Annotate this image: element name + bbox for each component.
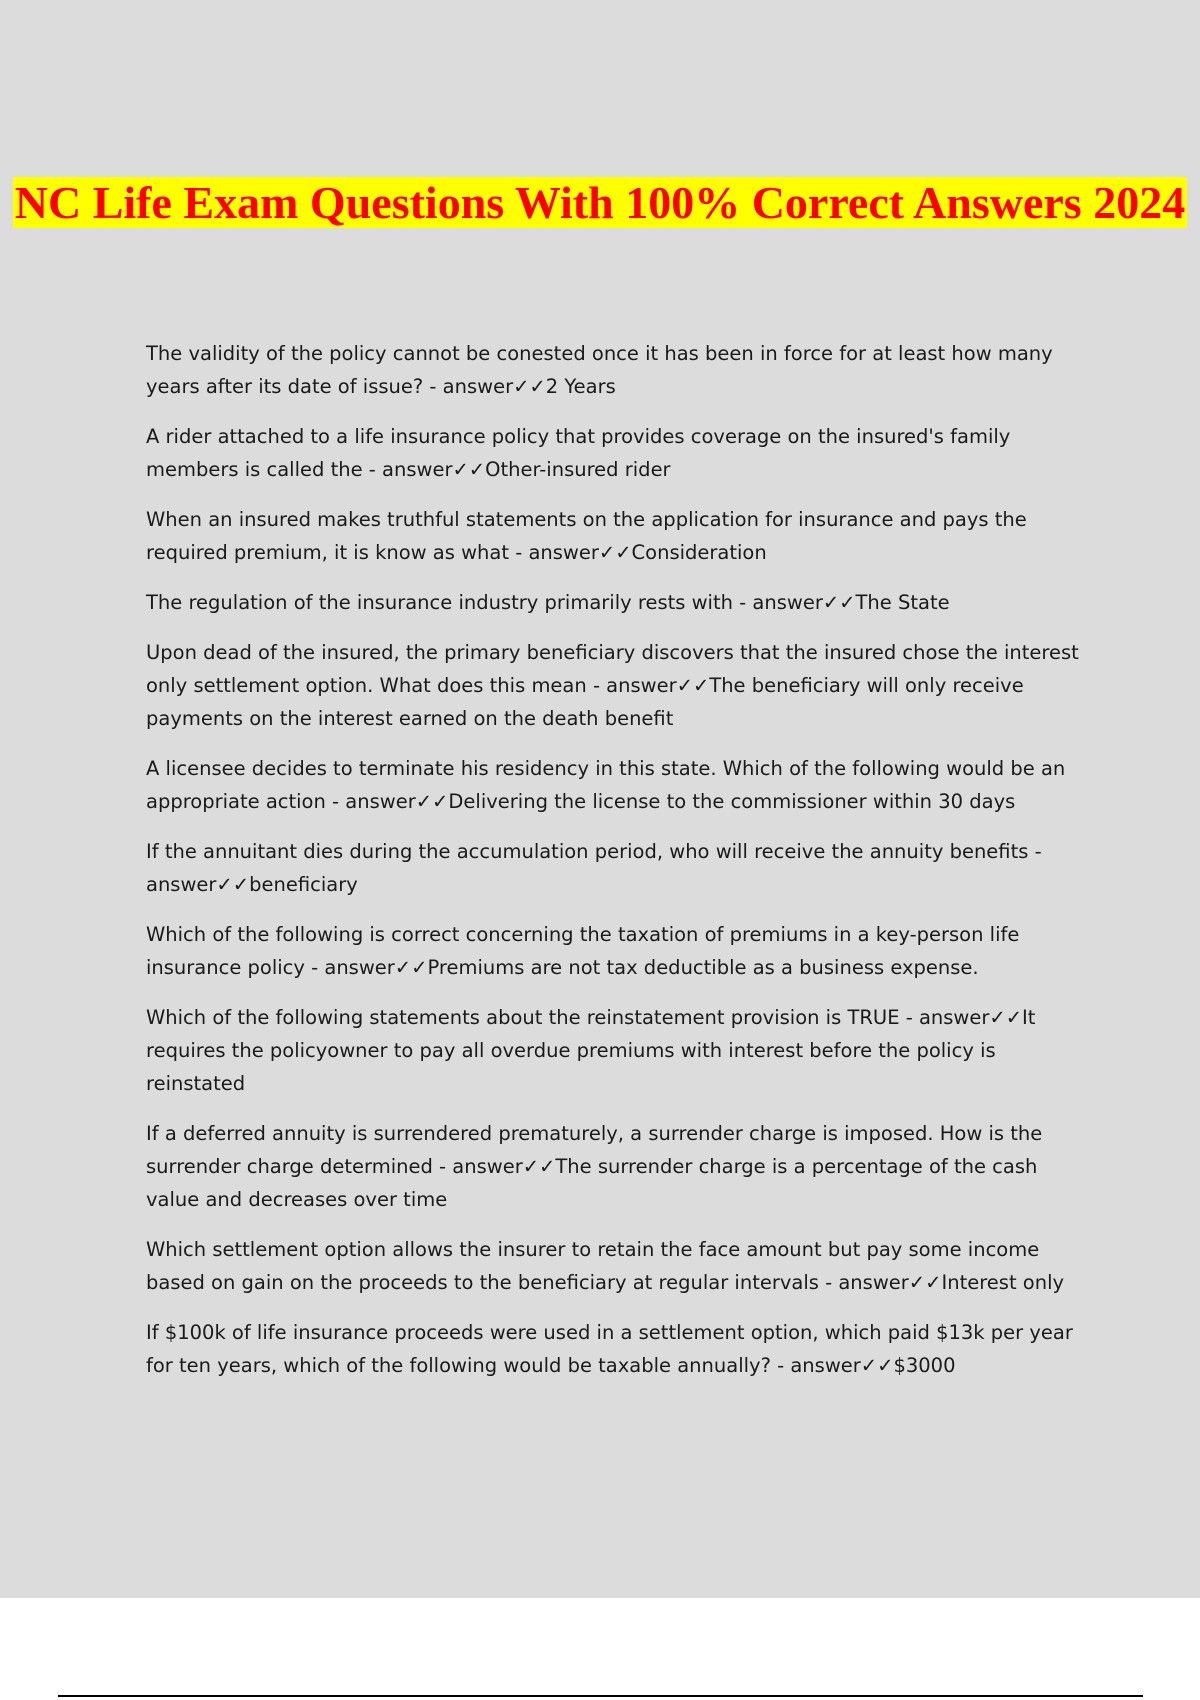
qa-item: The validity of the policy cannot be conested once it has been in force for at least how many years after its date of issue? - answer✓✓2 Years bbox=[146, 342, 1053, 398]
qa-item: Which of the following is correct concerning the taxation of premiums in a key-person life insurance policy - answer✓✓Premiums are not tax deductible as a business expense. bbox=[146, 923, 1020, 979]
title-highlight: NC Life Exam Questions With 100% Correct Answers 2024 bbox=[14, 177, 1186, 228]
qa-item: If a deferred annuity is surrendered prematurely, a surrender charge is imposed. How is the surrender charge determined - answer✓✓The surrender charge is a percentage of the cash value and decreases over time bbox=[146, 1122, 1043, 1211]
qa-item: A rider attached to a life insurance policy that provides coverage on the insured's family members is called the - answer✓✓Other-insured rider bbox=[146, 425, 1011, 481]
qa-item: When an insured makes truthful statements on the application for insurance and pays the required premium, it is know as what - answer✓✓Consideration bbox=[146, 508, 1027, 564]
qa-item: If the annuitant dies during the accumulation period, who will receive the annuity benefits - answer✓✓beneficiary bbox=[146, 840, 1042, 896]
qa-list bbox=[146, 337, 1090, 1399]
footer-divider bbox=[58, 1695, 1143, 1697]
qa-item: If $100k of life insurance proceeds were used in a settlement option, which paid $13k per year for ten years, which of the following would be taxable annually? - answer✓✓$3000 bbox=[146, 1321, 1073, 1377]
qa-item: A licensee decides to terminate his residency in this state. Which of the following would be an appropriate action - answer✓✓Delivering the license to the commissioner within 30 days bbox=[146, 757, 1066, 813]
qa-item: Which settlement option allows the insurer to retain the face amount but pay some income based on gain on the proceeds to the beneficiary at regular intervals - answer✓✓Interest only bbox=[146, 1238, 1065, 1294]
qa-item: The regulation of the insurance industry primarily rests with - answer✓✓The State bbox=[146, 591, 950, 614]
qa-item: Which of the following statements about the reinstatement provision is TRUE - answer✓✓It requires the policyowner to pay all overdue premiums with interest before the policy is reinstated bbox=[146, 1006, 1036, 1095]
qa-item: Upon dead of the insured, the primary beneficiary discovers that the insured chose the interest only settlement option. What does this mean - answer✓✓The beneficiary will only receive payments on the interest earned on the death benefit bbox=[146, 641, 1079, 730]
document-title bbox=[0, 172, 1200, 234]
